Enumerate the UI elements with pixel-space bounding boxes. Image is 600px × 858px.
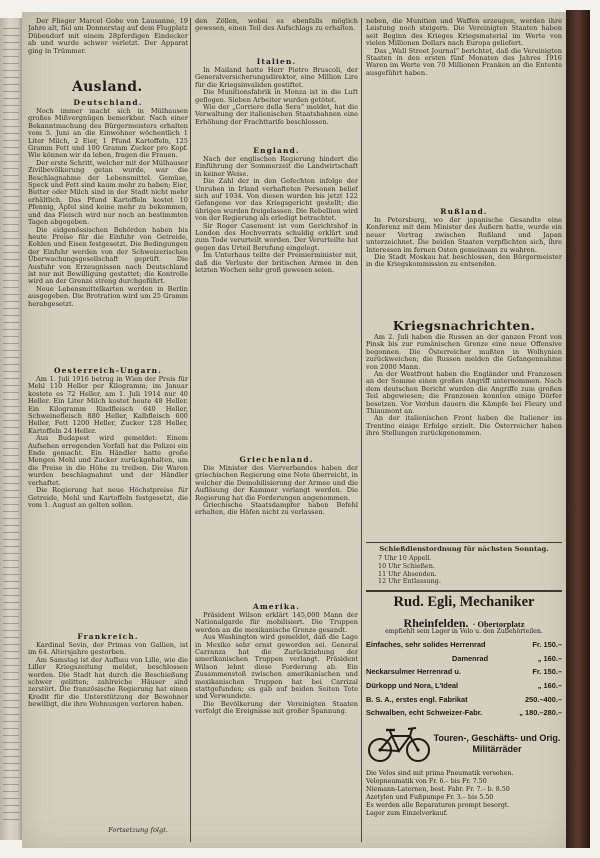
section-heading-ausland: Ausland. (72, 79, 143, 95)
section-heading-griechenland: Griechenland. (239, 455, 314, 464)
article-paragraph: Am 1. Juli 1916 betrug in Wien der Preis für Mehl 110 Heller per Kilogramm; im Januar kostete es 72 Heller, am 1. Juli 1914 nur 40 Heller. Ein Liter Milch kostet heute 48 Heller. Ein Kilogramm Rindfleisch 640 Heller, Schweinefleisch 880 Heller, Kalbfleisch 600 Heller, Fett 1200 Heller, Zucker 128 Heller, Kartoffeln 24 Heller. (28, 376, 188, 435)
article-paragraph: Die Minister des Vierverbandes haben der griechischen Regierung eine Note überreicht, in welcher die Demobilisierung der Armee und die Auflösung der Kammer verlangt werden. Die Regierung hat die Forderungen angenommen. (195, 465, 358, 502)
ad-item-label: Einfaches, sehr solides Herrenrad (366, 640, 486, 650)
article-intro (28, 18, 188, 76)
ad-footer-line: Es werden alle Reparaturen prompt besorgt. (366, 802, 510, 809)
ad-price-row (366, 706, 562, 720)
bicycle-icon (366, 724, 432, 764)
ad-item-label: Damenrad (452, 653, 489, 663)
ad-footer-line: Die Velos sind mit prima Pneumatik versehen. (366, 770, 514, 777)
ad-item-label: B. S. A., erstes engl. Fabrikat (366, 694, 468, 704)
section-body-england (195, 156, 358, 453)
column-rule (361, 18, 362, 842)
article-paragraph: Die Zahl der in den Gefechten infolge der Unruhen in Irland verhafteten Personen belief sich auf 1934. Von diesen wurden bis jetzt 122 Gefangene vor das Kriegsgericht gestellt; die übrigen wurden freigelassen. Die Rebellion wird von der Regierung als erledigt betrachtet. (195, 177, 358, 223)
advertisement-egli (366, 594, 562, 842)
schedule-item: 11 Uhr Absenden. (378, 569, 437, 578)
newspaper-page (22, 12, 568, 848)
article-paragraph: Der Flieger Marcel Gobe von Lausanne, 19 Jahre alt, fiel am Donnerstag auf dem Flugplatz Dübendorf mit einem 28pferdigen Eindecker ab und wurde schwer verletzt. Der Apparat ging in Trümmer. (28, 18, 188, 55)
article-continuation (366, 18, 562, 204)
ad-item-price: „ 160.– (537, 653, 562, 663)
ad-item-label: Dürkopp und Nora, L'Ideal (366, 681, 459, 691)
ad-item-price: 250.–400.– (525, 694, 562, 704)
article-paragraph: neben, die Munition und Waffen erzeugen, werden ihre Leistung noch steigern. Die Vereinigten Staaten haben seit Beginn des Krieges Kriegsmaterial im Werte von vielen Millionen Dollars nach Europa geliefert. (366, 18, 562, 48)
column-rule (190, 18, 191, 842)
section-body-griechenland (195, 465, 358, 602)
section-heading-england: England. (253, 146, 300, 155)
ad-price-row (366, 638, 562, 652)
ad-price-row (366, 679, 562, 693)
ad-price-row (366, 665, 562, 679)
ad-bicycle-block (366, 722, 562, 766)
ad-price-list (366, 638, 562, 720)
schedule-item: 10 Uhr Schießen. (378, 562, 435, 570)
article-paragraph: Die Munitionsfabrik in Monza ist in die Luft geflogen. Sieben Arbeiter wurden getötet. (195, 88, 358, 104)
ad-street: · Obertorplatz (472, 620, 525, 629)
ad-item-label: Neckarsulmer Herrenrad u. (366, 667, 461, 677)
article-paragraph: Präsident Wilson erklärt 145,000 Mann der Nationalgarde für mobilisiert. Die Truppen werden an die mexikanische Grenze gesandt. (195, 612, 358, 634)
adjacent-page-edge (0, 18, 24, 840)
section-body-kriegsnachrichten (366, 334, 562, 540)
article-paragraph: Der erste Schritt, welcher mit der Mülhauser Zivilbevölkerung getan wurde, war die Beschlagnahme der Lebensmittel. Gemüse, Speck und Fett sind kaum mehr zu haben; Eier, Butter oder Milch sind in der Stadt nicht mehr erhältlich. Das Pfund Kartoffeln kostet 10 Pfennig, Äpfel sind keine mehr zu bekommen, und das Fleisch wird nur noch an bestimmten Tagen abgegeben. (28, 158, 188, 227)
ad-item-price: „ 180.–280.– (519, 708, 562, 718)
ad-item-label: Schwalben, echt Schweizer-Fabr. (366, 708, 483, 718)
section-divider (366, 542, 562, 543)
section-heading-italien: Italien. (256, 57, 297, 66)
article-continuation (195, 18, 358, 56)
article-paragraph: Die eidgenössischen Behörden haben bis heute Preise für die Einfuhr von Getreide, Kohlen und Eisen festgesetzt. Die Bedingungen der Einfuhr werden von der Schweizerischen Überwachungsgesellschaft geprüft. Die Ausfuhr von Erzeugnissen nach Deutschland ist nur mit Bewilligung gestattet; die Kontrolle wird an der Grenze streng durchgeführt. (28, 225, 188, 286)
article-paragraph: Kardinal Sevin, der Primas von Gallien, ist im 64. Altersjahre gestorben. (28, 642, 188, 657)
ad-price-row (366, 692, 562, 706)
section-divider (366, 590, 562, 592)
article-paragraph: Nach der englischen Regierung hindert die Einführung der Sommerzeit die Landwirtschaft in keiner Weise. (195, 156, 358, 178)
schedule-item: 12 Uhr Entlassung. (378, 577, 441, 586)
article-paragraph: Am 2. Juli haben die Russen an der ganzen Front von Pinsk bis zur rumänischen Grenze eine neue Offensive begonnen. Die Österreicher mußten in Wolhynien zurückweichen; die Russen melden die Gefangennahme von 2000 Mann. (366, 334, 562, 371)
article-paragraph: Sir Roger Casement ist vom Gerichtshof in London des Hochverrats schuldig erklärt und zum Tode verurteilt worden. Der Verurteilte hat gegen das Urteil Berufung eingelegt. (195, 221, 358, 252)
article-paragraph: Neue Lebensmittelkarten werden in Berlin ausgegeben. Die Brotration wird um 25 Gramm herabgesetzt. (28, 284, 188, 308)
article-paragraph: Am Samstag ist der Aufbau von Lille, wie die Liller Kriegszeitung meldet, beschlossen worden. Die Stadt hat durch die Beschießung schwer gelitten; zahlreiche Häuser sind zerstört. Die französische Regierung hat einen Kredit für die Unterstützung der Bewohner bewilligt, die ihre Wohnungen verloren haben. (28, 655, 188, 709)
section-heading-deutschland: Deutschland. (73, 98, 143, 107)
ad-business-name: Rud. Egli, Mechaniker (393, 594, 535, 610)
section-heading-russland: Rußland. (440, 207, 488, 216)
schedule-notice (366, 544, 562, 589)
ad-intro: empfiehlt sein Lager in Velo u. den Zubehörteilen. (385, 628, 543, 635)
ad-bicycle-caption: Touren-, Geschäfts- und Orig. Militärräder (433, 733, 561, 754)
ad-item-price: Fr. 150.– (532, 640, 562, 650)
article-paragraph: In Petersburg, wo der japanische Gesandte eine Konferenz mit dem Minister des Äußern hatte, wurde ein neuer Vertrag zwischen Rußland und Japan unterzeichnet. Die beiden Staaten verpflichten sich, ihre Interessen im fernen Osten gemeinsam zu wahren. (366, 217, 562, 254)
section-body-deutschland (28, 108, 188, 364)
section-body-italien (195, 67, 358, 145)
section-body-russland (366, 217, 562, 317)
ad-footer-line: Lager zum Einzelverkauf. (366, 810, 448, 817)
article-paragraph: In Mailand hatte Herr Pietro Bruscoli, der Generalversicherungsdirektor, eine Million Lire für die Kriegsinvaliden gestiftet. (195, 67, 358, 89)
adjacent-page-text-lines (3, 28, 19, 824)
ad-footer-line: Azetylen und Fußpumpe Fr. 3.– bis 5.50 (366, 794, 494, 801)
article-paragraph: den Zöllen, wobei es ebenfalls möglich gewesen, einen Teil des Aufschlags zu erhalten. (195, 18, 358, 33)
article-paragraph: Das „Wall Street Journal“ berichtet, daß die Vereinigten Staaten in den ersten fünf Monaten des Jahres 1916 Waren im Werte von 70 Millionen Franken an die Entente ausgeführt haben. (366, 46, 562, 77)
section-body-frankreich (28, 642, 188, 822)
section-heading-frankreich: Frankreich. (77, 632, 139, 641)
book-binding-edge (566, 10, 590, 848)
section-body-oesterreich (28, 376, 188, 630)
article-paragraph: Griechische Staatsdampfer haben Befehl erhalten, die Häfen nicht zu verlassen. (195, 501, 358, 517)
article-paragraph: Die Regierung hat neue Höchstpreise für Getreide, Mehl und Kartoffeln festgesetzt, die vom 1. August an gelten sollen. (28, 486, 188, 509)
ad-footer-line: Velopneumatik von Fr. 6.– bis Fr. 7.50 (366, 778, 487, 785)
article-paragraph: Aus Budapest wird gemeldet: Einem Aufsehen erregenden Vorfall hat die Polizei ein Ende gemacht. Ein Händler hatte große Mengen Mehl und Zucker zurückgehalten, um die Preise in die Höhe zu treiben. Die Waren wurden beschlagnahmt und der Händler verhaftet. (28, 434, 188, 487)
ad-footer (366, 770, 562, 818)
article-paragraph: Die Bevölkerung der Vereinigten Staaten verfolgt die Ereignisse mit großer Spannung. (195, 699, 358, 716)
article-paragraph: Im Unterhaus teilte der Premierminister mit, daß die Verluste der britischen Armee in den letzten Wochen sehr groß gewesen seien. (195, 251, 358, 275)
schedule-item: 7 Uhr 10 Appell. (378, 554, 432, 563)
section-heading-kriegsnachrichten: Kriegsnachrichten. (392, 318, 536, 333)
ad-price-row (366, 652, 562, 666)
article-paragraph: Aus Washington wird gemeldet, daß die Lage in Mexiko sehr ernst geworden sei. General Carranza hat die Zurückziehung der amerikanischen Truppen verlangt. Präsident Wilson lehnt diese Forderung ab. Ein Zusammenstoß zwischen amerikanischen und mexikanischen Truppen hat bei Carrizal stattgefunden; es gab auf beiden Seiten Tote und Verwundete. (195, 633, 358, 701)
ad-item-price: „ 160.– (537, 681, 562, 691)
article-paragraph: An der italienischen Front haben die Italiener im Trentino einige Erfolge erzielt. Die Österreicher haben ihre Stellungen zurückgenommen. (366, 414, 562, 438)
schedule-title: Schießdienstordnung für nächsten Sonntag. (379, 545, 549, 553)
article-paragraph: An der Westfront haben die Engländer und Franzosen an der Somme einen großen Angriff unternommen. Nach dem deutschen Bericht wurden die Angriffe zum großen Teil abgewiesen; die Franzosen konnten einige Dörfer besetzen. Vor Verdun dauern die Kämpfe bei Fleury und Thiaumont an. (366, 370, 562, 416)
ad-footer-line: Niemann-Laternen, best. Fabr. Fr. 7.– b. 8.50 (366, 786, 510, 793)
section-heading-oesterreich: Oesterreich-Ungarn. (53, 366, 163, 375)
article-paragraph: Die Stadt Moskau hat beschlossen, den Bürgermeister in die Kriegskommission zu entsenden. (366, 253, 562, 269)
article-paragraph: Wie der „Corriere della Sera“ meldet, hat die Verwaltung der italienischen Staatsbahnen eine Erhöhung der Frachttarife beschlossen. (195, 103, 358, 126)
article-paragraph: Noch immer macht sich in Mülhausen großes Mißvergnügen bemerkbar. Nach einer Bekanntmachung des Bürgermeisters erhalten vom 5. Juni an die Einwohner wöchentlich 1 Liter Milch, 2 Eier, 1 Pfund Kartoffeln, 125 Gramm Fett und 100 Gramm Zucker pro Kopf. Wie können wir da leben, fragen die Frauen. (28, 108, 188, 160)
ad-town: Rheinfelden. (403, 616, 469, 630)
section-heading-amerika: Amerika. (252, 602, 301, 611)
ad-item-price: Fr. 150.– (532, 667, 562, 677)
section-body-amerika (195, 612, 358, 840)
continued-note: Fortsetzung folgt. (108, 826, 168, 834)
